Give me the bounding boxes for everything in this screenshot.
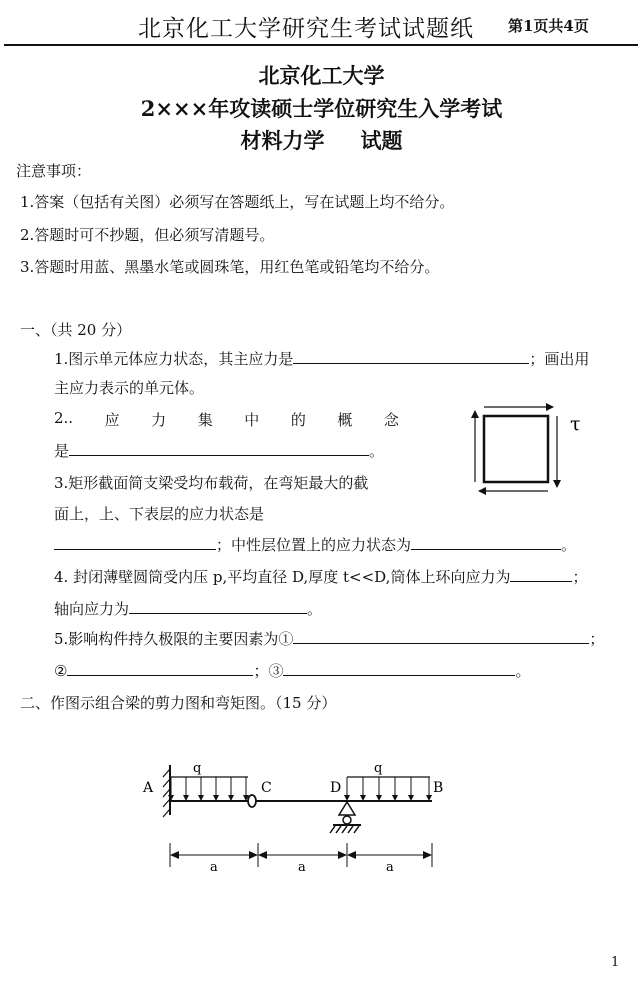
q2-word: 的 <box>290 411 306 429</box>
header-divider <box>4 44 638 46</box>
q2-answer-blank <box>69 441 369 456</box>
q4-line1 <box>54 566 587 587</box>
q2-word: 中 <box>244 411 260 429</box>
q2-word: 力 <box>151 411 167 429</box>
q5-answer-blank-1 <box>293 629 589 644</box>
q2-word: 应 <box>104 411 120 429</box>
q4-text: 4. 封闭薄壁圆筒受内压 p,平均直径 D,厚度 t<<D,筒体上环向应力为 <box>54 568 511 586</box>
header-title: 北京化工大学研究生考试试题纸 <box>138 16 474 42</box>
header-page-info: 第1页共4页 <box>508 17 589 35</box>
paper-label: 试题 <box>360 128 403 153</box>
point-a-label: A <box>143 780 154 796</box>
q5-text-end: ； <box>589 630 605 648</box>
composite-beam-diagram <box>140 755 460 875</box>
stress-element-diagram <box>460 400 590 500</box>
q1-text: 1.图示单元体应力状态，其主应力是 <box>54 350 294 368</box>
q2-word: 概 <box>337 411 353 429</box>
q5-text-2-end: 。 <box>515 662 531 680</box>
q5-line1 <box>54 628 604 649</box>
q4-answer-blank-1 <box>510 567 572 582</box>
q4-text-end: ； <box>572 568 588 586</box>
notice-item-3: 3.答题时用蓝、黑墨水笔或圆珠笔，用红色笔或铅笔均不给分。 <box>20 258 440 276</box>
load-q1-label: q <box>193 761 202 776</box>
q2-text: 是 <box>54 442 70 460</box>
load-q1-arrows <box>171 777 246 800</box>
q2-word: 集 <box>197 411 213 429</box>
section1-title: 一、（共 20 分） <box>20 321 132 339</box>
q5-answer-blank-3 <box>283 661 515 676</box>
notice-title: 注意事项： <box>16 162 92 180</box>
stress-element-square <box>484 416 548 482</box>
q4-text-2-end: 。 <box>307 600 323 618</box>
q4-line2 <box>54 598 322 619</box>
q3-text: ；中性层位置上的应力状态为 <box>216 536 412 554</box>
q3-answer-blank-1 <box>54 535 216 550</box>
q5-text: 5.影响构件持久极限的主要因素为① <box>54 630 294 648</box>
subject-name: 材料力学 <box>240 128 325 153</box>
q4-answer-blank-2 <box>129 599 307 614</box>
q1-answer-blank <box>293 349 529 364</box>
dim-a-label-1: a <box>210 860 218 875</box>
load-q2-label: q <box>374 761 383 776</box>
q3-line3 <box>54 534 576 555</box>
q3-line2: 面上，上、下表层的应力状态是 <box>54 505 265 523</box>
point-d-label: D <box>330 780 342 796</box>
q1-text-end: ；画出用 <box>529 350 590 368</box>
q5-mark-3: ；③ <box>253 662 284 680</box>
q3-text-end: 。 <box>561 536 577 554</box>
school-title: 北京化工大学 <box>258 63 385 88</box>
q3-answer-blank-2 <box>411 535 561 550</box>
q3-line1: 3.矩形截面简支梁受均布载荷，在弯矩最大的截 <box>54 474 369 492</box>
notice-item-1: 1.答案（包括有关图）必须写在答题纸上，写在试题上均不给分。 <box>20 193 455 211</box>
point-c-label: C <box>261 780 272 796</box>
dim-a-label-3: a <box>386 860 394 875</box>
q5-mark-2: ② <box>54 662 68 680</box>
hinge-c <box>248 795 256 807</box>
exam-title: 2×××年攻读硕士学位研究生入学考试 <box>140 96 503 121</box>
q5-answer-blank-2 <box>67 661 253 676</box>
q1-line2: 主应力表示的单元体。 <box>54 379 205 397</box>
q2-word: 念 <box>383 411 399 429</box>
q2-line2 <box>54 440 384 461</box>
subject-title <box>0 125 643 155</box>
fixed-support-hatch <box>163 769 170 817</box>
q4-text-2: 轴向应力为 <box>54 600 130 618</box>
load-q2-arrows <box>347 777 429 800</box>
point-b-label: B <box>433 780 444 796</box>
section2-title: 二、作图示组合梁的剪力图和弯矩图。（15 分） <box>20 694 337 712</box>
q2-word: 2.. <box>54 409 74 427</box>
pin-support-d <box>330 802 361 833</box>
q2-text-end: 。 <box>369 442 385 460</box>
notice-item-2: 2.答题时可不抄题，但必须写清题号。 <box>20 226 275 244</box>
q1-line1 <box>54 348 589 369</box>
tau-label: τ <box>570 413 581 435</box>
page-number: 1 <box>611 955 620 970</box>
dim-a-label-2: a <box>298 860 306 875</box>
q5-line2 <box>54 660 530 681</box>
q2-line1 <box>54 409 399 430</box>
